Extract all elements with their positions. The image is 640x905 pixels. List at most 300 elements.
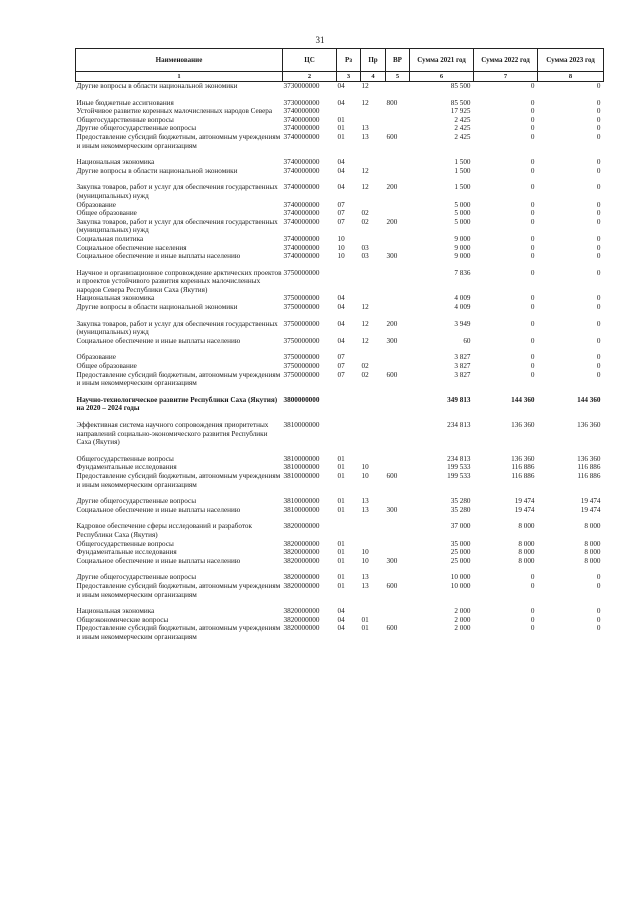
row-sum-2021: 234 813	[447, 421, 471, 429]
spacer-row	[76, 175, 604, 183]
row-sum-2021: 2 000	[454, 607, 471, 616]
row-pr	[361, 116, 386, 125]
table-body	[76, 82, 604, 642]
table-row	[76, 616, 604, 625]
table-row	[76, 252, 604, 261]
row-rz: 01	[337, 115, 345, 124]
spacer-row	[76, 91, 604, 99]
row-sum-2021: 1 500	[454, 158, 471, 167]
row-pr	[361, 107, 386, 116]
row-pr: 12	[361, 98, 369, 107]
table-row	[76, 353, 604, 362]
row-rz: 10	[337, 234, 345, 243]
table-row	[76, 99, 604, 108]
row-cs: 3750000000	[283, 294, 320, 303]
row-sum-2021: 35 000	[450, 539, 471, 548]
row-sum-2021: 3 827	[454, 362, 471, 371]
table-row	[76, 158, 604, 167]
row-pr: 12	[361, 319, 369, 328]
row-rz: 07	[337, 362, 345, 371]
table-row	[76, 548, 604, 557]
row-sum-2023: 136 360	[577, 454, 601, 463]
row-name: Другие вопросы в области национальной экономики	[76, 82, 238, 90]
row-rz: 04	[337, 166, 345, 175]
row-name: Закупка товаров, работ и услуг для обеспечения государственных (муниципальных) нужд	[76, 183, 278, 200]
spacer-row	[76, 312, 604, 320]
row-vr: 600	[386, 471, 398, 480]
row-rz	[337, 522, 361, 539]
table-row	[76, 463, 604, 472]
row-pr: 13	[361, 505, 369, 514]
row-rz: 07	[337, 217, 345, 226]
row-pr: 13	[361, 132, 369, 141]
row-rz: 07	[337, 370, 345, 379]
row-vr: 200	[386, 183, 398, 192]
row-vr	[386, 209, 410, 218]
row-vr	[386, 540, 410, 549]
row-sum-2022: 0	[530, 581, 535, 590]
row-pr: 10	[361, 548, 369, 557]
row-name: Закупка товаров, работ и услуг для обеспечения государственных (муниципальных) нужд	[76, 319, 278, 337]
row-sum-2022: 0	[530, 217, 535, 226]
table-row	[76, 167, 604, 176]
row-vr: 600	[386, 624, 398, 633]
row-vr	[386, 421, 410, 447]
row-sum-2023: 116 886	[577, 471, 601, 480]
row-name: Другие вопросы в области национальной экономики	[76, 166, 238, 175]
row-pr	[361, 235, 386, 244]
row-rz: 04	[337, 607, 345, 616]
row-name: Устойчивое развитие коренных малочисленных народов Севера	[76, 107, 273, 116]
row-name: Социальное обеспечение и иные выплаты населению	[76, 252, 241, 261]
row-sum-2023: 0	[596, 217, 601, 226]
row-rz	[337, 269, 361, 295]
row-sum-2021: 199 533	[447, 463, 471, 472]
row-cs: 3740000000	[283, 243, 320, 252]
row-sum-2022: 0	[530, 234, 535, 243]
spacer-row	[76, 345, 604, 353]
row-sum-2021: 85 500	[450, 82, 471, 90]
row-rz	[337, 107, 361, 116]
spacer-row	[76, 388, 604, 396]
spacer-cell	[76, 514, 604, 522]
spacer-cell	[76, 312, 604, 320]
row-name: Общегосударственные вопросы	[76, 539, 174, 548]
row-cs: 3740000000	[283, 217, 320, 226]
row-sum-2022: 19 474	[514, 497, 535, 506]
header-sum-2021: Сумма 2021 год	[410, 49, 474, 72]
row-sum-2022: 0	[530, 98, 535, 107]
row-rz: 04	[337, 624, 345, 633]
row-sum-2022: 8 000	[518, 522, 535, 531]
row-cs: 3740000000	[283, 107, 320, 116]
row-vr: 600	[386, 132, 398, 141]
table-row	[76, 107, 604, 116]
row-rz: 01	[337, 497, 345, 506]
row-sum-2021: 10 000	[450, 573, 471, 582]
row-rz: 01	[337, 548, 345, 557]
row-cs: 3820000000	[283, 522, 320, 531]
column-number: 4	[361, 72, 386, 82]
row-name: Национальная экономика	[76, 294, 155, 303]
row-sum-2022: 0	[530, 209, 535, 218]
row-rz: 01	[337, 581, 345, 590]
table-row	[76, 522, 604, 539]
row-pr: 10	[361, 463, 369, 472]
row-name: Научное и организационное сопровождение арктических проектов и проектов устойчивого развития коренных малочисленных народов Севера Республики Саха (Якутия)	[76, 268, 282, 294]
row-sum-2021: 4 009	[454, 303, 471, 312]
row-sum-2021: 9 000	[454, 252, 471, 261]
row-pr: 13	[361, 581, 369, 590]
row-sum-2021: 1 500	[454, 183, 471, 192]
row-sum-2021: 5 000	[454, 209, 471, 218]
row-name: Общегосударственные вопросы	[76, 454, 174, 463]
spacer-cell	[76, 261, 604, 269]
header-rz: Рз	[337, 49, 361, 72]
row-sum-2023: 0	[596, 158, 601, 167]
row-sum-2023: 144 360	[577, 395, 601, 404]
row-cs: 3810000000	[283, 505, 320, 514]
row-vr	[386, 616, 410, 625]
row-pr	[361, 522, 386, 539]
row-sum-2022: 0	[530, 183, 535, 192]
row-name: Образование	[76, 353, 116, 362]
row-vr	[386, 455, 410, 464]
row-pr	[361, 421, 386, 447]
row-cs: 3750000000	[283, 336, 320, 345]
row-sum-2021: 17 925	[450, 107, 471, 116]
row-sum-2021: 349 813	[447, 395, 471, 404]
row-sum-2023: 0	[596, 294, 601, 303]
spacer-row	[76, 261, 604, 269]
row-rz: 07	[337, 353, 345, 362]
row-sum-2021: 3 827	[454, 353, 471, 362]
row-rz: 10	[337, 243, 345, 252]
row-vr: 800	[386, 98, 398, 107]
row-sum-2021: 2 000	[454, 615, 471, 624]
row-rz: 07	[337, 209, 345, 218]
spacer-cell	[76, 447, 604, 455]
row-sum-2021: 25 000	[450, 548, 471, 557]
row-sum-2021: 85 500	[450, 98, 471, 107]
row-rz: 01	[337, 454, 345, 463]
header-name: Наименование	[76, 49, 283, 72]
row-vr	[386, 116, 410, 125]
row-vr	[386, 269, 410, 295]
row-rz: 04	[337, 183, 345, 192]
row-sum-2022: 0	[530, 124, 535, 133]
row-vr	[386, 167, 410, 176]
row-pr: 02	[361, 217, 369, 226]
row-rz: 10	[337, 252, 345, 261]
row-name: Другие вопросы в области национальной экономики	[76, 303, 238, 312]
row-pr: 10	[361, 471, 369, 480]
spacer-cell	[76, 175, 604, 183]
column-number: 3	[337, 72, 361, 82]
row-sum-2023: 0	[596, 353, 601, 362]
budget-table	[75, 48, 604, 641]
table-row	[76, 573, 604, 582]
row-sum-2023: 0	[596, 82, 601, 90]
row-sum-2021: 2 425	[454, 132, 471, 141]
row-sum-2021: 2 000	[454, 624, 471, 633]
row-pr: 12	[361, 166, 369, 175]
row-sum-2021: 3 827	[454, 370, 471, 379]
row-name: Предоставление субсидий бюджетным, автономным учреждениям и иным некоммерческим организациям	[76, 581, 281, 599]
row-pr: 12	[361, 303, 369, 312]
row-pr	[361, 540, 386, 549]
header-sum-2023: Сумма 2023 год	[538, 49, 604, 72]
row-rz: 04	[337, 158, 345, 167]
row-sum-2022: 0	[530, 624, 535, 633]
row-pr: 12	[361, 82, 369, 90]
row-name: Кадровое обеспечение сферы исследований и разработок Республики Саха (Якутия)	[76, 522, 252, 539]
row-sum-2023: 0	[596, 243, 601, 252]
column-number: 2	[283, 72, 337, 82]
row-cs: 3820000000	[283, 556, 320, 565]
row-name: Предоставление субсидий бюджетным, автономным учреждениям и иным некоммерческим организациям	[76, 624, 281, 641]
row-sum-2022: 0	[530, 294, 535, 303]
table-row	[76, 540, 604, 549]
row-sum-2021: 5 000	[454, 200, 471, 209]
row-sum-2021: 60	[463, 336, 471, 345]
row-cs: 3820000000	[283, 607, 320, 616]
table-row	[76, 218, 604, 235]
row-cs: 3730000000	[283, 98, 320, 107]
row-name: Общее образование	[76, 209, 137, 218]
row-vr: 300	[386, 556, 398, 565]
row-sum-2021: 37 000	[450, 522, 471, 531]
row-sum-2022: 144 360	[511, 395, 535, 404]
column-number: 7	[474, 72, 538, 82]
row-vr	[386, 303, 410, 312]
row-cs: 3810000000	[283, 454, 320, 463]
row-name: Предоставление субсидий бюджетным, автономным учреждениям и иным некоммерческим организациям	[76, 132, 281, 150]
spacer-row	[76, 413, 604, 421]
row-name: Социальная политика	[76, 234, 144, 243]
row-sum-2021: 35 280	[450, 497, 471, 506]
row-sum-2023: 0	[596, 624, 601, 633]
spacer-row	[76, 565, 604, 573]
row-rz: 01	[337, 463, 345, 472]
row-name: Иные бюджетные ассигнования	[76, 98, 174, 107]
row-sum-2022: 0	[530, 200, 535, 209]
row-name: Другие общегосударственные вопросы	[76, 497, 197, 506]
row-vr: 300	[386, 505, 398, 514]
row-sum-2021: 4 009	[454, 294, 471, 303]
row-name: Предоставление субсидий бюджетным, автономным учреждениям и иным некоммерческим организациям	[76, 471, 281, 489]
row-sum-2021: 2 425	[454, 124, 471, 133]
row-rz: 04	[337, 82, 345, 90]
row-name: Фундаментальные исследования	[76, 548, 177, 557]
row-sum-2022: 0	[530, 115, 535, 124]
row-sum-2021: 5 000	[454, 217, 471, 226]
row-sum-2023: 8 000	[584, 556, 601, 565]
row-name: Образование	[76, 200, 116, 209]
row-pr	[361, 294, 386, 303]
table-row	[76, 506, 604, 515]
row-name: Национальная экономика	[76, 607, 155, 616]
row-sum-2023: 0	[596, 607, 601, 616]
row-name: Фундаментальные исследования	[76, 463, 177, 472]
row-name: Общегосударственные вопросы	[76, 115, 174, 124]
row-cs: 3740000000	[283, 183, 320, 192]
row-sum-2022: 0	[530, 107, 535, 116]
row-sum-2022: 0	[530, 303, 535, 312]
row-rz: 04	[337, 303, 345, 312]
table-row	[76, 472, 604, 489]
table-row	[76, 124, 604, 133]
row-rz	[337, 421, 361, 447]
row-cs: 3820000000	[283, 573, 320, 582]
row-sum-2021: 3 949	[454, 319, 471, 328]
row-cs: 3800000000	[283, 395, 320, 404]
row-sum-2022: 0	[530, 268, 535, 277]
row-sum-2021: 25 000	[450, 556, 471, 565]
header-row	[76, 49, 604, 72]
row-cs: 3820000000	[283, 548, 320, 557]
row-vr	[386, 353, 410, 362]
row-sum-2023: 0	[596, 615, 601, 624]
row-vr	[386, 201, 410, 210]
row-cs: 3740000000	[283, 252, 320, 261]
row-sum-2023: 0	[596, 336, 601, 345]
row-pr: 01	[361, 615, 369, 624]
row-pr: 10	[361, 556, 369, 565]
row-sum-2023: 8 000	[584, 522, 601, 531]
table-row	[76, 557, 604, 566]
spacer-cell	[76, 345, 604, 353]
row-sum-2023: 0	[596, 362, 601, 371]
row-pr: 03	[361, 243, 369, 252]
row-cs: 3820000000	[283, 615, 320, 624]
row-cs: 3730000000	[283, 82, 320, 90]
row-cs: 3810000000	[283, 471, 320, 480]
row-rz: 04	[337, 615, 345, 624]
row-sum-2023: 19 474	[580, 497, 601, 506]
row-sum-2022: 0	[530, 243, 535, 252]
row-sum-2021: 234 813	[447, 454, 471, 463]
row-cs: 3750000000	[283, 353, 320, 362]
table-row	[76, 421, 604, 447]
table-row	[76, 133, 604, 150]
row-pr: 13	[361, 124, 369, 133]
row-sum-2022: 0	[530, 319, 535, 328]
row-cs: 3810000000	[283, 497, 320, 506]
row-cs: 3740000000	[283, 124, 320, 133]
row-cs: 3740000000	[283, 166, 320, 175]
row-sum-2023: 0	[596, 370, 601, 379]
row-sum-2021: 7 836	[454, 268, 471, 277]
row-rz: 04	[337, 294, 345, 303]
row-name: Научно-технологическое развитие Республики Саха (Якутия) на 2020 – 2024 годы	[76, 395, 278, 413]
row-cs: 3750000000	[283, 370, 320, 379]
row-sum-2023: 0	[596, 132, 601, 141]
table-row	[76, 294, 604, 303]
row-pr	[361, 607, 386, 616]
row-sum-2023: 0	[596, 234, 601, 243]
spacer-cell	[76, 388, 604, 396]
row-vr	[386, 158, 410, 167]
spacer-row	[76, 514, 604, 522]
row-cs: 3750000000	[283, 362, 320, 371]
row-pr: 13	[361, 573, 369, 582]
row-name: Социальное обеспечение и иные выплаты населению	[76, 505, 241, 514]
header-pr: Пр	[361, 49, 386, 72]
row-name: Социальное обеспечение населения	[76, 243, 187, 252]
row-sum-2023: 0	[596, 303, 601, 312]
row-name: Общее образование	[76, 362, 137, 371]
page-number: 31	[315, 35, 325, 45]
row-sum-2023: 0	[596, 183, 601, 192]
row-sum-2021: 199 533	[447, 471, 471, 480]
row-pr: 02	[361, 370, 369, 379]
row-vr	[386, 294, 410, 303]
table-row	[76, 497, 604, 506]
header-sum-2022: Сумма 2022 год	[474, 49, 538, 72]
row-sum-2021: 10 000	[450, 581, 471, 590]
row-vr	[386, 463, 410, 472]
row-rz: 04	[337, 336, 345, 345]
row-rz: 07	[337, 200, 345, 209]
row-vr	[386, 235, 410, 244]
row-vr: 200	[386, 217, 398, 226]
spacer-row	[76, 150, 604, 158]
row-cs: 3750000000	[283, 268, 320, 277]
row-pr	[361, 353, 386, 362]
row-cs: 3810000000	[283, 463, 320, 472]
row-sum-2022: 0	[530, 362, 535, 371]
row-rz: 01	[337, 132, 345, 141]
row-pr: 02	[361, 209, 369, 218]
row-sum-2022: 0	[530, 158, 535, 167]
column-number: 6	[410, 72, 474, 82]
row-pr: 12	[361, 183, 369, 192]
row-rz: 01	[337, 539, 345, 548]
row-vr	[386, 573, 410, 582]
row-name: Закупка товаров, работ и услуг для обеспечения государственных (муниципальных) нужд	[76, 217, 278, 235]
row-cs: 3750000000	[283, 303, 320, 312]
row-pr	[361, 396, 386, 413]
row-name: Другие общегосударственные вопросы	[76, 573, 197, 582]
row-sum-2023: 0	[596, 252, 601, 261]
row-sum-2022: 0	[530, 370, 535, 379]
row-cs: 3820000000	[283, 539, 320, 548]
spacer-cell	[76, 599, 604, 607]
row-sum-2022: 8 000	[518, 556, 535, 565]
row-vr	[386, 548, 410, 557]
row-vr: 600	[386, 581, 398, 590]
row-sum-2021: 35 280	[450, 505, 471, 514]
table-row	[76, 371, 604, 388]
table-row	[76, 362, 604, 371]
spacer-cell	[76, 565, 604, 573]
row-vr: 300	[386, 336, 398, 345]
row-sum-2022: 116 886	[511, 471, 535, 480]
row-vr: 200	[386, 319, 398, 328]
row-sum-2023: 0	[596, 573, 601, 582]
row-sum-2022: 136 360	[511, 421, 535, 429]
row-sum-2022: 136 360	[511, 454, 535, 463]
row-pr	[361, 269, 386, 295]
spacer-cell	[76, 91, 604, 99]
row-name: Социальное обеспечение и иные выплаты населению	[76, 556, 241, 565]
row-pr: 12	[361, 336, 369, 345]
row-vr	[386, 497, 410, 506]
row-pr: 03	[361, 252, 369, 261]
row-sum-2023: 8 000	[584, 539, 601, 548]
table-row	[76, 455, 604, 464]
